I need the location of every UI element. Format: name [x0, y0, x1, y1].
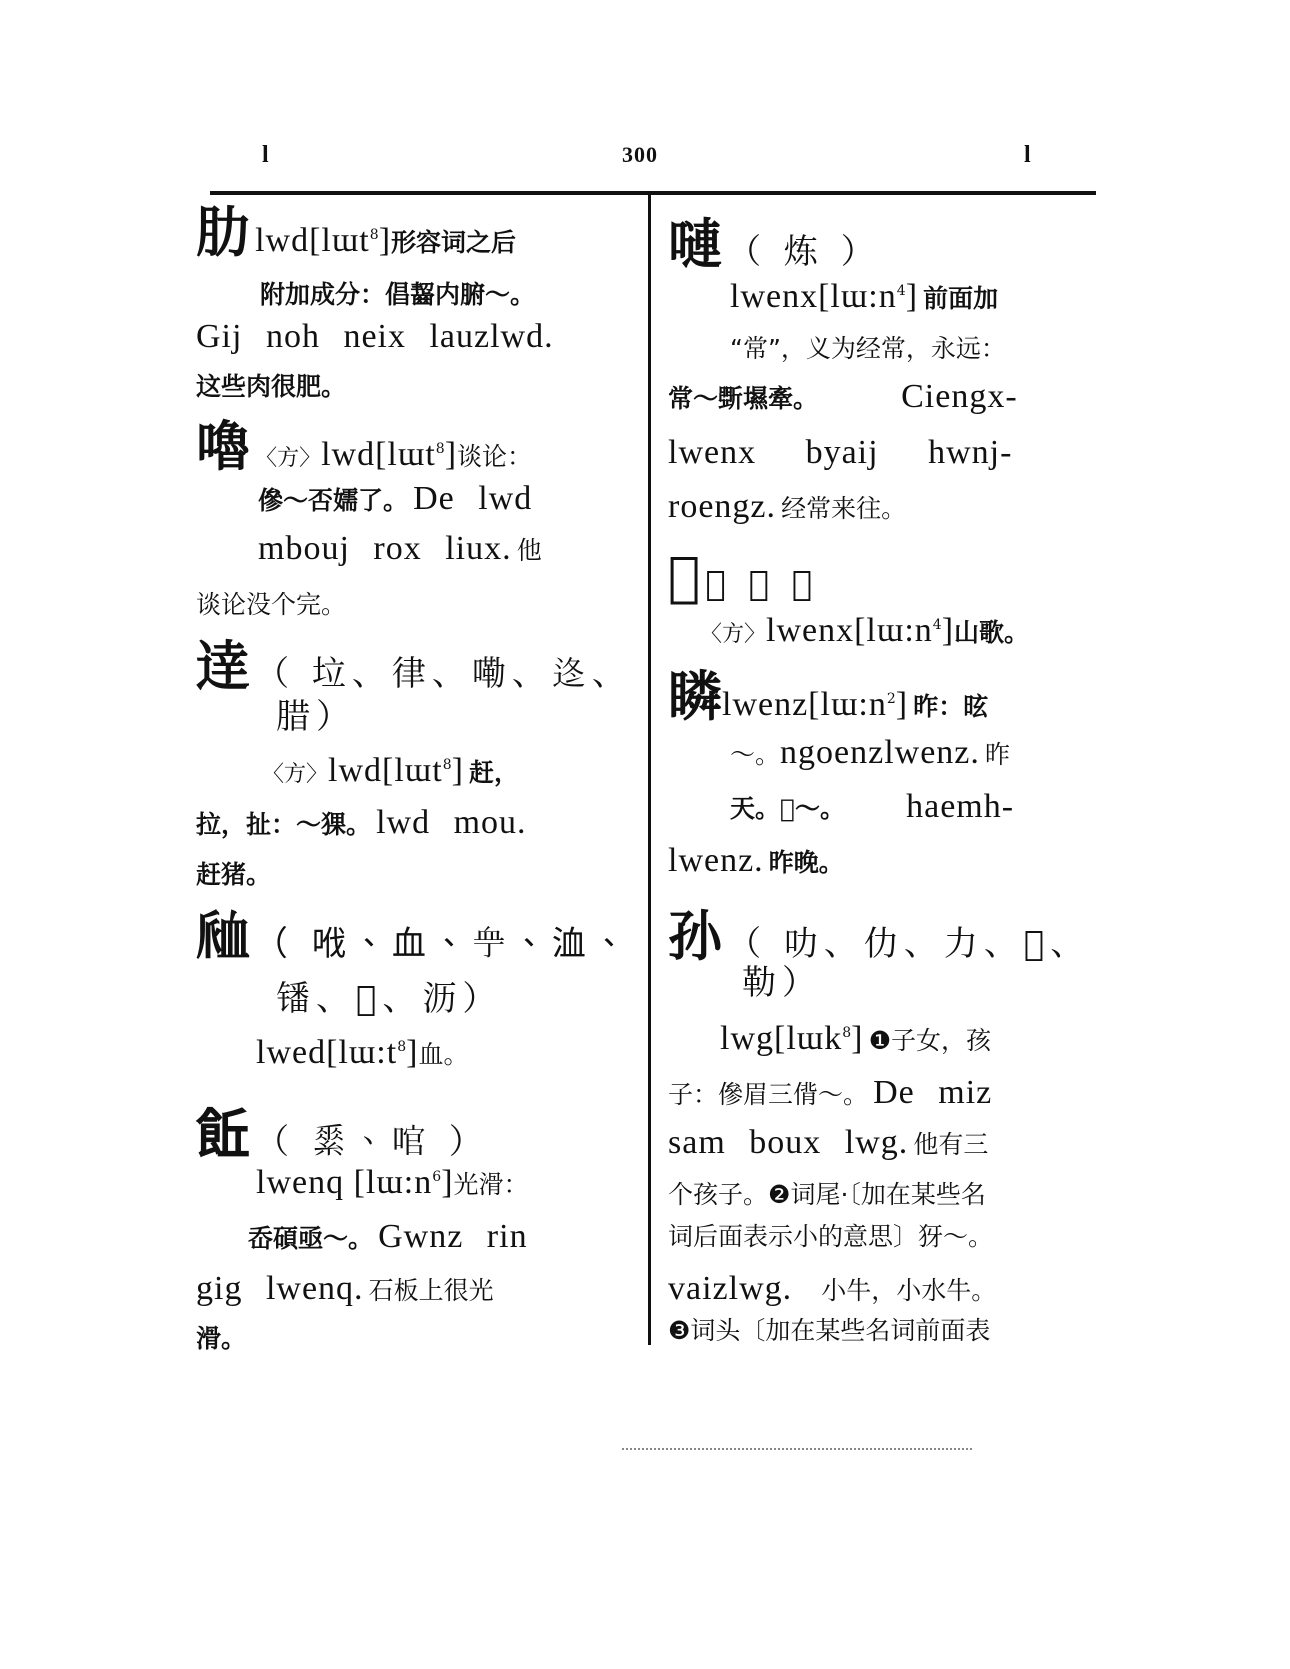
variant-characters: （ 𠲎、血、𧖧、洫、 — [255, 924, 632, 964]
pronunciation-line: $lwed[lɯ:t^8]$血。 — [256, 1034, 469, 1071]
tone-number: 8 — [369, 227, 379, 243]
variant-characters: （ 垃、律、嘞、𨒟、 — [255, 654, 632, 694]
tone-number: 8 — [442, 757, 452, 773]
example-line — [730, 736, 1010, 770]
header-right-marker: l — [1024, 142, 1031, 168]
romanization: lwd[lɯt — [255, 222, 370, 259]
example-romanized: Gwnz rin — [378, 1218, 528, 1255]
tone-number: 4 — [896, 283, 906, 299]
tone-number: 8 — [397, 1039, 407, 1055]
definition: 山歌。 — [954, 618, 1030, 647]
example-line — [668, 1076, 992, 1110]
definition: 光滑： — [453, 1170, 529, 1199]
example-native: 附加成分：倡齧内腑～。 — [260, 280, 536, 309]
example-translation: 昨晚。 — [768, 848, 844, 877]
example-romanized: roengz. — [668, 488, 777, 525]
dialect-tag: 〈方〉 — [262, 762, 329, 787]
example-romanized: mbouj rox liux. — [258, 530, 512, 567]
headword: 逹 — [196, 635, 250, 698]
pronunciation-line: 〈方〉lwd[lɯt$^8$] 赶， — [262, 752, 520, 789]
romanization: lwenq [lɯ:n — [256, 1164, 433, 1201]
pronunciation-line: $lwenx[lɯ:n^4]$ 前面加 — [730, 278, 999, 315]
example-romanized: De lwd — [413, 480, 533, 517]
example-line — [668, 1126, 988, 1160]
tone-number: 2 — [886, 691, 896, 707]
example-romanized: ngoenzlwenz. — [780, 734, 980, 771]
tone-number: 8 — [435, 441, 445, 457]
example-romanized: haemh- — [906, 788, 1015, 825]
example-translation: 他有三 — [913, 1130, 989, 1159]
romanization: lwg[lɯk — [720, 1020, 843, 1057]
sense-number-1: ❶ — [868, 1026, 891, 1055]
example-translation: 他 — [516, 536, 542, 565]
dialect-tag: 〈方〉 — [255, 446, 322, 471]
example-romanized: lwenz. — [668, 842, 764, 879]
example-romanized: gig lwenq. — [196, 1270, 364, 1307]
example-native: ～。 — [730, 740, 781, 769]
variant-characters: 勒） — [742, 963, 822, 1003]
example-translation: 赶猪。 — [196, 860, 272, 889]
sense-number-3: ❸ — [668, 1316, 691, 1345]
headword: 肋 — [196, 201, 250, 264]
entry-3-first-line — [196, 635, 632, 698]
scan-artifact — [622, 1448, 972, 1453]
column-divider — [648, 195, 651, 1345]
example-translation: 小牛，小水牛。 — [821, 1276, 997, 1305]
sense-number-2: ❷ — [768, 1180, 791, 1209]
tone-number: 6 — [432, 1169, 442, 1185]
definition-line — [668, 1318, 990, 1343]
example-translation: 石板上很光 — [368, 1276, 494, 1305]
definition: 子女，孩 — [890, 1026, 991, 1055]
entry-7-first-line — [668, 545, 819, 608]
example-line — [668, 844, 844, 878]
definition-continued: 词后面表示小的意思〕犽～。 — [668, 1222, 994, 1251]
example-line — [258, 482, 532, 516]
example-line — [248, 1220, 528, 1254]
example-romanized: Ciengx- — [901, 378, 1018, 415]
romanization: lwd[lɯt — [328, 752, 443, 789]
dialect-tag: 〈方〉 — [700, 622, 767, 647]
entry-8-first-line: 瞵$lwenz[lɯ:n^2]$ 昨：昡 — [668, 665, 989, 728]
definition: 昨：昡 — [913, 692, 989, 721]
example-native: 岙碩亟～。 — [248, 1224, 374, 1253]
tone-number: 8 — [842, 1025, 852, 1041]
headword: 孙 — [668, 905, 722, 968]
example-romanized: lwd mou. — [376, 804, 527, 841]
example-translation: 经常来往。 — [781, 494, 907, 523]
example-romanized: lwenx byaij hwnj- — [668, 434, 1013, 471]
definition: 赶， — [469, 758, 520, 787]
example-romanized: sam boux lwg. — [668, 1124, 909, 1161]
headword: 瞵 — [668, 665, 722, 728]
example-romanized: Gij noh neix lauzlwd. — [196, 318, 554, 355]
example-romanized: De miz — [873, 1074, 993, 1111]
definition-continued: “常”，义为经常，永远： — [730, 334, 1006, 363]
header-rule — [210, 191, 1096, 195]
entry-1-first-line: 肋 lwd[lɯt$^8$]形容词之后 — [196, 201, 517, 264]
pronunciation-line: lwenq $[lɯ:n^6]$光滑： — [256, 1164, 529, 1201]
entry-4-first-line — [196, 905, 632, 968]
variant-characters: 𫔍、𡖙、沥） — [276, 979, 503, 1019]
example-translation: 这些肉很肥。 — [196, 372, 347, 401]
romanization: lwd[lɯt — [321, 436, 436, 473]
example-line — [196, 1272, 494, 1306]
definition: 谈论： — [457, 442, 533, 471]
romanization: lwenz[lɯ:n — [722, 686, 887, 723]
definition: 前面加 — [923, 284, 999, 313]
entry-6-first-line — [668, 213, 881, 276]
example-native: 子：傪眉三偝～。 — [668, 1080, 869, 1109]
variant-characters: 腊） — [276, 697, 356, 737]
definition: 词尾·〔加在某些名 — [790, 1180, 986, 1209]
example-translation: 个孩子。 — [668, 1180, 769, 1209]
example-line — [668, 1272, 996, 1306]
example-line — [258, 532, 542, 566]
example-romanized: vaizlwg. — [668, 1270, 793, 1307]
header-left-marker: l — [262, 142, 269, 168]
headword: 嗹 — [668, 213, 722, 276]
example-line — [730, 790, 1014, 824]
variant-characters: （ 炼 ） — [727, 232, 881, 272]
definition: 词头〔加在某些名词前面表 — [690, 1316, 991, 1345]
example-translation: 谈论没个完。 — [196, 590, 347, 619]
entry-2-first-line: 嚕 〈方〉lwd[lɯt$^8$]谈论： — [196, 415, 533, 478]
variant-characters: （ 𦫚 ） — [705, 564, 819, 604]
example-line — [668, 1182, 986, 1207]
entry-9-first-line — [668, 905, 1091, 968]
headword: 𩚨 — [196, 1103, 250, 1166]
example-line — [668, 380, 1018, 414]
entry-5-first-line — [196, 1103, 489, 1166]
example-native: 傪～否嬬了。 — [258, 486, 409, 515]
pronunciation-line: 〈方〉$lwenx[lɯ:n^4]$山歌。 — [700, 612, 1030, 649]
romanization: lwenx[lɯ:n — [730, 278, 897, 315]
page-number: 300 — [622, 142, 658, 167]
example-native: 常～斲㙷牽。 — [668, 384, 819, 413]
romanization: lwed[lɯ:t — [256, 1034, 398, 1071]
tone-number: 4 — [932, 617, 942, 633]
headword: 𪛆 — [668, 545, 701, 608]
example-line — [668, 490, 906, 524]
definition: 血。 — [418, 1040, 469, 1069]
definition: 形容词之后 — [391, 228, 517, 257]
variant-characters: （ 叻、仂、力、𫝰、 — [727, 924, 1091, 964]
example-native: 天。𦝊～。 — [730, 794, 846, 823]
example-line — [196, 806, 527, 840]
headword: 嚕 — [196, 415, 250, 478]
pronunciation-line: lwg[lɯk$^8$] ❶子女，孩 — [720, 1020, 991, 1057]
romanization: lwenx[lɯ:n — [766, 612, 933, 649]
example-native: 拉，扯：～猓。 — [196, 810, 372, 839]
variant-characters: （ 𦃃、𠴨 ） — [255, 1122, 489, 1162]
example-translation: 滑。 — [196, 1324, 247, 1353]
headword: 𧖴 — [196, 905, 250, 968]
example-translation: 昨 — [984, 740, 1010, 769]
